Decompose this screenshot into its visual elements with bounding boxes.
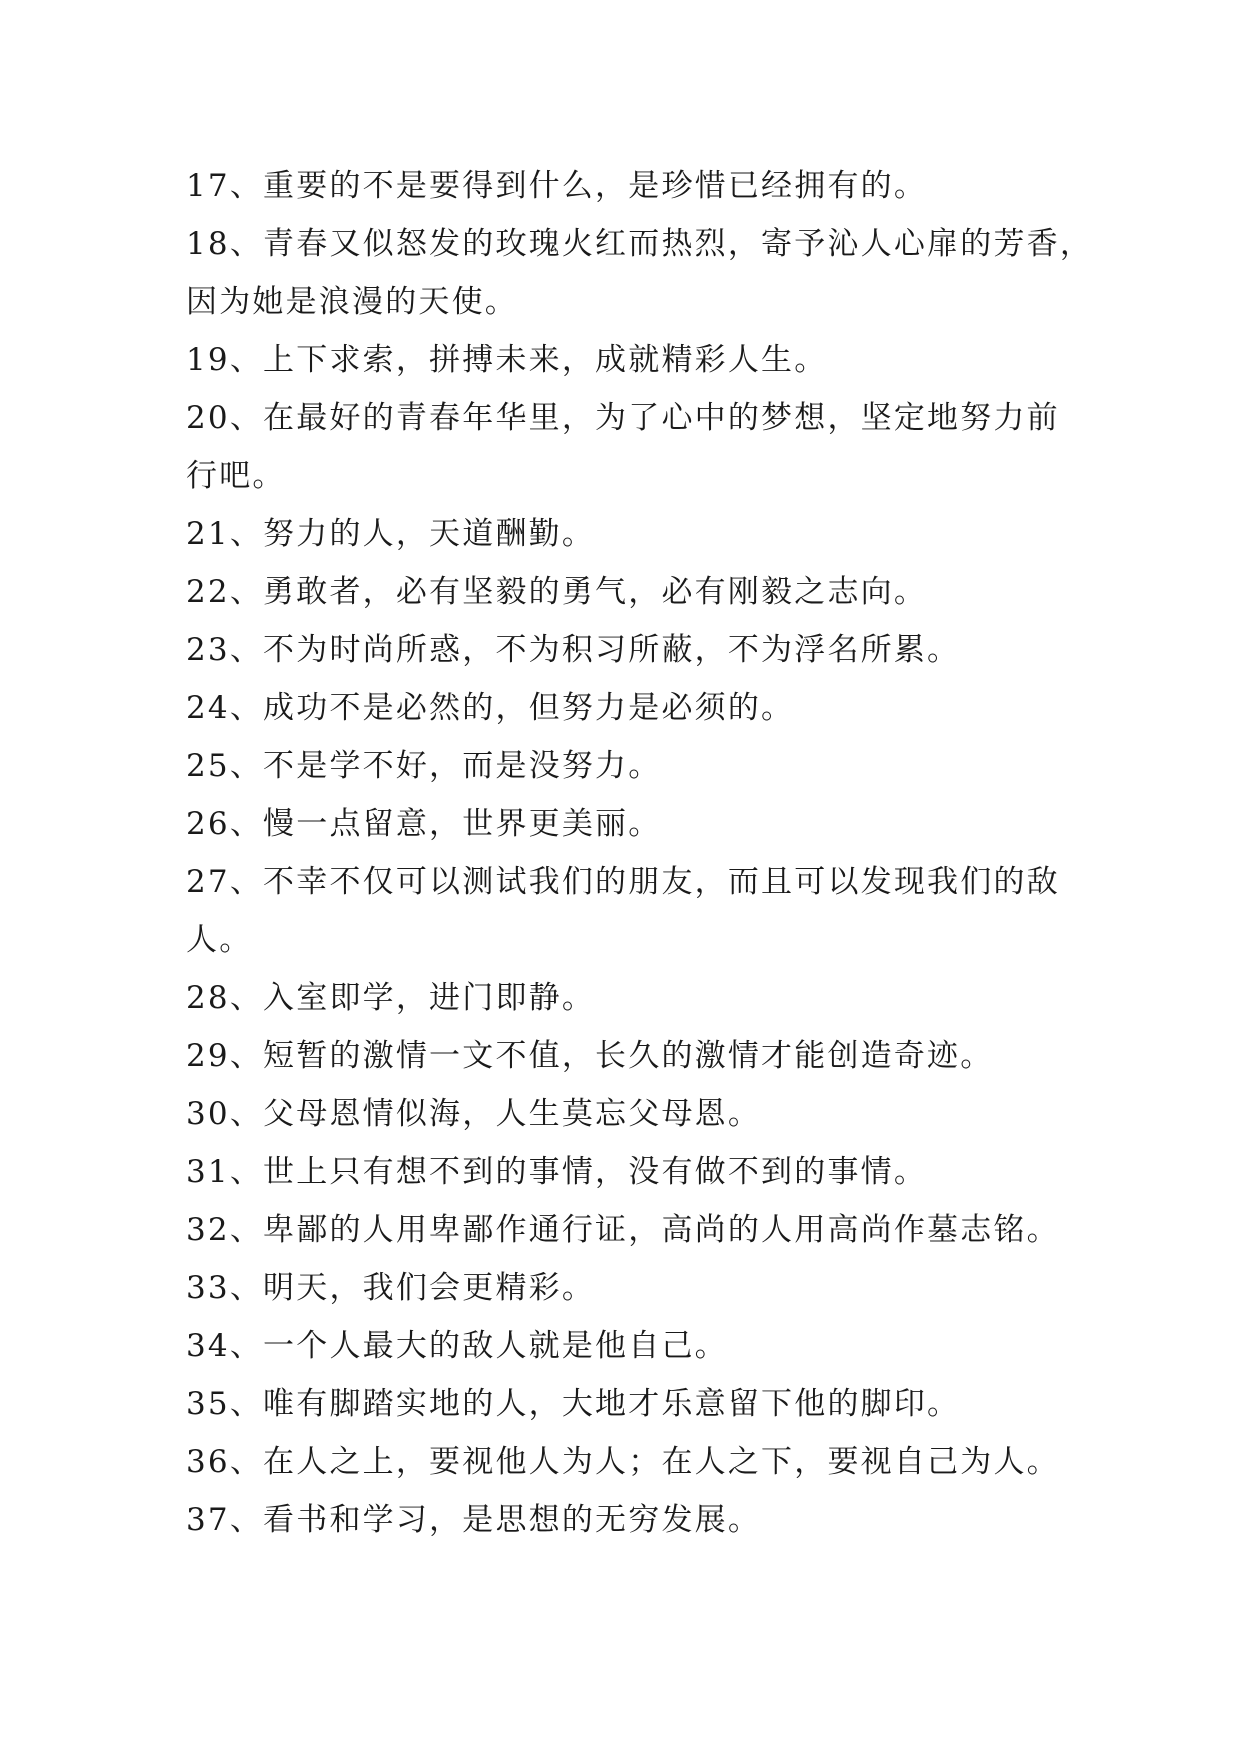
quote-21-line: 21、努力的人，天道酬勤。 [186, 516, 596, 552]
quote-17-line: 17、重要的不是要得到什么，是珍惜已经拥有的。 [186, 168, 928, 204]
quote-32-line: 32、卑鄙的人用卑鄙作通行证，高尚的人用高尚作墓志铭。 [186, 1212, 1060, 1248]
quote-36-line: 36、在人之上，要视他人为人；在人之下，要视自己为人。 [186, 1444, 1060, 1480]
quote-24-line: 24、成功不是必然的，但努力是必须的。 [186, 690, 795, 726]
quote-28-line: 28、入室即学，进门即静。 [186, 980, 596, 1016]
quote-27-line-1: 27、不幸不仅可以测试我们的朋友，而且可以发现我们的敌 [186, 864, 1060, 900]
quote-35-line: 35、唯有脚踏实地的人，大地才乐意留下他的脚印。 [186, 1386, 961, 1422]
quote-22-line: 22、勇敢者，必有坚毅的勇气，必有刚毅之志向。 [186, 574, 928, 610]
quote-37-line: 37、看书和学习，是思想的无穷发展。 [186, 1502, 762, 1538]
quote-23-line: 23、不为时尚所惑，不为积习所蔽，不为浮名所累。 [186, 632, 961, 668]
quote-26-line: 26、慢一点留意，世界更美丽。 [186, 806, 662, 842]
quote-20-line-1: 20、在最好的青春年华里，为了心中的梦想，坚定地努力前 [186, 400, 1060, 436]
document-body [186, 157, 1094, 1549]
quote-31-line: 31、世上只有想不到的事情，没有做不到的事情。 [186, 1154, 928, 1190]
quote-25-line: 25、不是学不好，而是没努力。 [186, 748, 662, 784]
quote-18-line-2: 因为她是浪漫的天使。 [186, 284, 518, 320]
quote-34-line: 34、一个人最大的敌人就是他自己。 [186, 1328, 728, 1364]
quote-33-line: 33、明天，我们会更精彩。 [186, 1270, 596, 1306]
quote-29-line: 29、短暂的激情一文不值，长久的激情才能创造奇迹。 [186, 1038, 994, 1074]
quote-18-line-1: 18、青春又似怒发的玫瑰火红而热烈，寄予沁人心扉的芳香， [186, 226, 1094, 262]
quote-27-line-2: 人。 [186, 922, 253, 958]
quote-30-line: 30、父母恩情似海，人生莫忘父母恩。 [186, 1096, 762, 1132]
quote-20-line-2: 行吧。 [186, 458, 286, 494]
quote-19-line: 19、上下求索，拼搏未来，成就精彩人生。 [186, 342, 828, 378]
